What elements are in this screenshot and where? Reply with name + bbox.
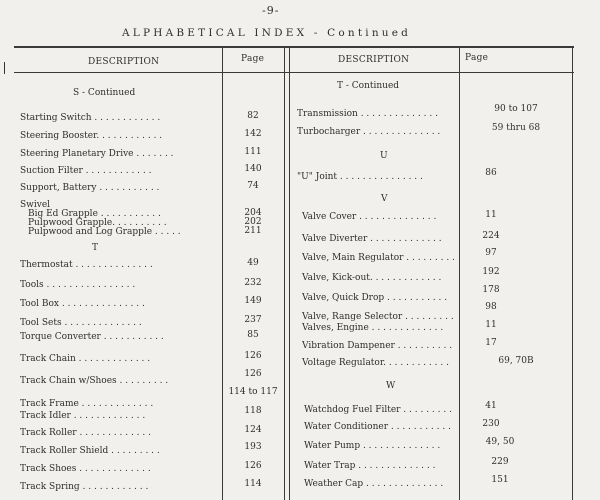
list-item: Support, Battery . . . . . . . . . . . xyxy=(20,183,160,193)
page-ref: 126 xyxy=(244,369,262,379)
list-item: Track Shoes . . . . . . . . . . . . . xyxy=(20,464,151,474)
list-item: Valves, Engine . . . . . . . . . . . . . xyxy=(302,323,444,333)
left-section-s-continued: S - Continued xyxy=(73,88,136,98)
list-item: Thermostat . . . . . . . . . . . . . . xyxy=(20,260,153,270)
left-page-header: Page xyxy=(241,54,265,64)
right-section-t-continued: T - Continued xyxy=(337,81,400,91)
page-ref: 49 xyxy=(247,258,259,268)
page-ref: 202 xyxy=(244,217,262,227)
page-ref: 41 xyxy=(485,401,497,411)
page-ref: 74 xyxy=(247,181,259,191)
right-edge-rule xyxy=(572,46,573,500)
list-item: Track Chain w/Shoes . . . . . . . . . xyxy=(20,376,169,386)
right-section-u: U xyxy=(380,151,388,161)
page-ref: 211 xyxy=(244,226,262,236)
page-ref: 49, 50 xyxy=(485,437,515,447)
page-ref: 237 xyxy=(244,315,262,325)
right-section-w: W xyxy=(386,381,396,391)
list-item: Water Trap . . . . . . . . . . . . . . xyxy=(304,461,436,471)
list-item: Track Spring . . . . . . . . . . . . xyxy=(20,482,149,492)
page-ref: 97 xyxy=(485,248,497,258)
list-item: Valve, Range Selector . . . . . . . . . xyxy=(302,312,454,322)
list-item: Valve, Main Regulator . . . . . . . . . xyxy=(302,253,455,263)
list-item: Tool Sets . . . . . . . . . . . . . . xyxy=(20,318,142,328)
list-item: Track Roller . . . . . . . . . . . . . xyxy=(20,428,151,438)
page-ref: 192 xyxy=(482,267,500,277)
list-item: Transmission . . . . . . . . . . . . . . xyxy=(297,109,438,119)
list-item: Track Roller Shield . . . . . . . . . xyxy=(20,446,160,456)
page-ref: 114 xyxy=(244,479,262,489)
list-item: Steering Planetary Drive . . . . . . . xyxy=(20,149,174,159)
list-item: Track Chain . . . . . . . . . . . . . xyxy=(20,354,151,364)
page-ref: 193 xyxy=(244,442,262,452)
page-ref: 111 xyxy=(244,147,262,157)
page-ref: 149 xyxy=(244,296,262,306)
page-ref: 11 xyxy=(485,320,497,330)
list-item: Big Ed Grapple . . . . . . . . . . . xyxy=(28,209,161,219)
page-ref: 59 thru 68 xyxy=(491,123,541,133)
center-divider-right xyxy=(289,46,290,500)
list-item: Starting Switch . . . . . . . . . . . . xyxy=(20,113,161,123)
top-rule xyxy=(14,46,574,48)
page-ref: 11 xyxy=(485,210,497,220)
list-item: Water Pump . . . . . . . . . . . . . . xyxy=(304,441,441,451)
list-item: Pulpwood Grapple. . . . . . . . . . xyxy=(28,218,167,228)
page-title: ALPHABETICAL INDEX - Continued xyxy=(122,27,412,39)
page-ref: 232 xyxy=(244,278,262,288)
page-ref: 151 xyxy=(491,475,509,485)
list-item: Tool Box . . . . . . . . . . . . . . . xyxy=(20,299,145,309)
page-ref: 85 xyxy=(247,330,259,340)
page-ref: 224 xyxy=(482,231,500,241)
list-item: Valve, Quick Drop . . . . . . . . . . . xyxy=(302,293,448,303)
page-ref: 229 xyxy=(491,457,509,467)
page-ref: 230 xyxy=(482,419,500,429)
margin-mark xyxy=(4,62,5,74)
list-item: Pulpwood and Log Grapple . . . . . xyxy=(28,227,181,237)
page-ref: 69, 70B xyxy=(498,356,534,366)
page-ref: 124 xyxy=(244,425,262,435)
right-description-header: DESCRIPTION xyxy=(338,55,410,65)
page-ref: 142 xyxy=(244,129,262,139)
page-ref: 118 xyxy=(244,406,262,416)
page-ref: 204 xyxy=(244,208,262,218)
center-divider-left xyxy=(284,46,285,500)
list-item: Voltage Regulator. . . . . . . . . . . . xyxy=(302,358,449,368)
page-ref: 82 xyxy=(247,111,259,121)
header-rule xyxy=(14,72,574,73)
right-section-v: V xyxy=(381,194,388,204)
page-ref: 98 xyxy=(485,302,497,312)
list-item: Steering Booster. . . . . . . . . . . . xyxy=(20,131,163,141)
list-item: Weather Cap . . . . . . . . . . . . . . xyxy=(304,479,444,489)
list-item: Valve Cover . . . . . . . . . . . . . . xyxy=(302,212,437,222)
list-item: Watchdog Fuel Filter . . . . . . . . . xyxy=(304,405,452,415)
page-ref: 17 xyxy=(485,338,497,348)
list-item: "U" Joint . . . . . . . . . . . . . . . xyxy=(297,172,423,182)
page-ref: 126 xyxy=(244,351,262,361)
page-ref: 140 xyxy=(244,164,262,174)
list-item: Track Idler . . . . . . . . . . . . . xyxy=(20,411,146,421)
list-item: Turbocharger . . . . . . . . . . . . . . xyxy=(297,127,441,137)
list-item: Water Conditioner . . . . . . . . . . . xyxy=(304,422,451,432)
right-page-header: Page xyxy=(465,53,489,63)
list-item: Swivel xyxy=(20,200,51,210)
list-item: Torque Converter . . . . . . . . . . . xyxy=(20,332,164,342)
page-ref: 126 xyxy=(244,461,262,471)
page-ref: 86 xyxy=(485,168,497,178)
left-section-t: T xyxy=(92,243,99,253)
list-item: Track Frame . . . . . . . . . . . . . xyxy=(20,399,154,409)
list-item: Valve, Kick-out. . . . . . . . . . . . . xyxy=(302,273,442,283)
page-number: -9- xyxy=(262,4,280,17)
list-item: Vibration Dampener . . . . . . . . . . xyxy=(302,341,453,351)
page-ref: 178 xyxy=(482,285,500,295)
page-ref: 114 to 117 xyxy=(228,387,278,397)
list-item: Tools . . . . . . . . . . . . . . . . xyxy=(20,280,136,290)
page-ref: 90 to 107 xyxy=(494,104,538,114)
left-description-header: DESCRIPTION xyxy=(88,57,160,67)
list-item: Suction Filter . . . . . . . . . . . . xyxy=(20,166,152,176)
list-item: Valve Diverter . . . . . . . . . . . . . xyxy=(302,234,442,244)
